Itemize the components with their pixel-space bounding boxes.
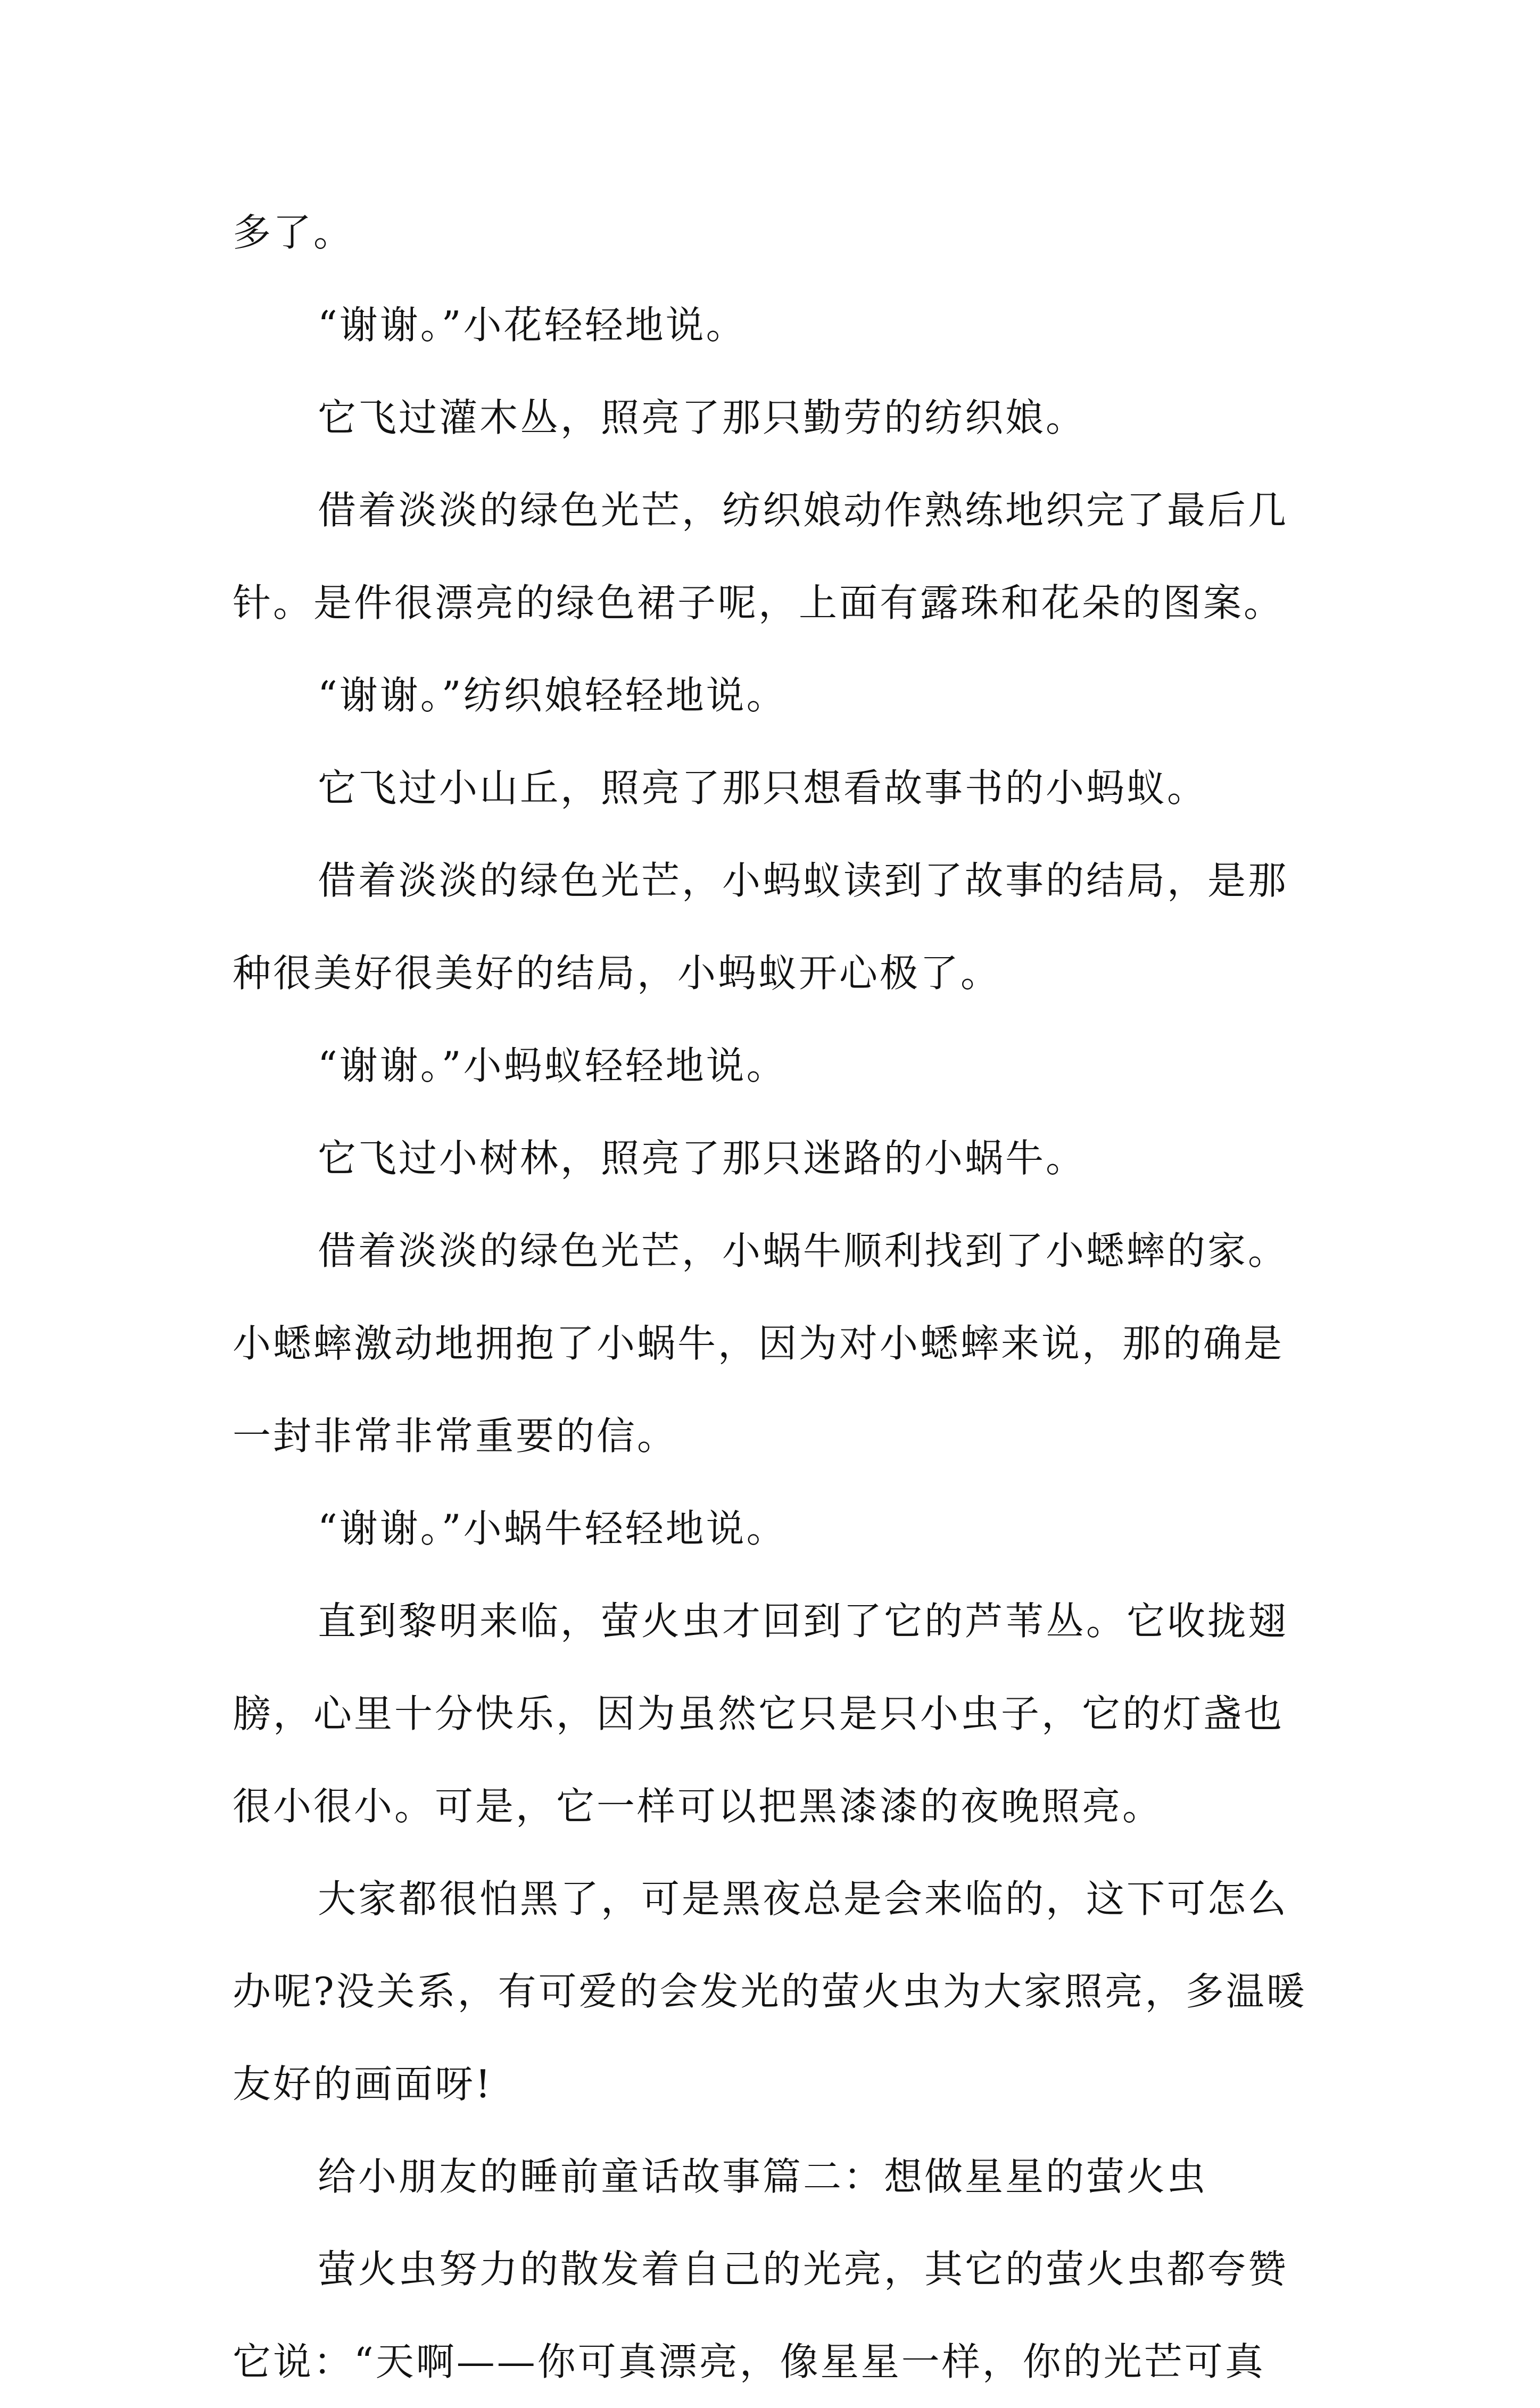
paragraph: 直到黎明来临，萤火虫才回到了它的芦苇丛。它收拢翅膀，心里十分快乐，因为虽然它只是只小虫子，它的灯盏也很小很小。可是，它一样可以把黑漆漆的夜晚照亮。 (233, 1599, 1289, 1829)
paragraph: 借着淡淡的绿色光芒，小蚂蚁读到了故事的结局，是那种很美好很美好的结局，小蚂蚁开心极了。 (233, 858, 1289, 995)
paragraph: 萤火虫努力的散发着自己的光亮，其它的萤火虫都夸赞它说：“天啊——你可真漂亮，像星星一样，你的光芒可真 (233, 2247, 1289, 2384)
paragraph: 多了。 (233, 210, 354, 255)
paragraph: 借着淡淡的绿色光芒，小蜗牛顺利找到了小蟋蟀的家。小蟋蟀激动地拥抱了小蜗牛，因为对小蟋蟀来说，那的确是一封非常非常重要的信。 (233, 1228, 1289, 1458)
paragraph: 它飞过小树林，照亮了那只迷路的小蜗牛。 (318, 1136, 1087, 1181)
paragraph: “谢谢。”纺织娘轻轻地说。 (318, 673, 787, 718)
section-heading: 给小朋友的睡前童话故事篇二：想做星星的萤火虫 (318, 2154, 1208, 2199)
paragraph: 它飞过灌木丛，照亮了那只勤劳的纺织娘。 (318, 395, 1087, 440)
paragraph: “谢谢。”小蜗牛轻轻地说。 (318, 1506, 787, 1551)
paragraph: 大家都很怕黑了，可是黑夜总是会来临的，这下可怎么办呢?没关系，有可爱的会发光的萤火虫为大家照亮，多温暖友好的画面呀! (233, 1876, 1307, 2106)
paragraph: “谢谢。”小蚂蚁轻轻地说。 (318, 1043, 787, 1088)
story-text (233, 186, 1318, 2408)
paragraph: “谢谢。”小花轻轻地说。 (318, 303, 747, 347)
paragraph: 借着淡淡的绿色光芒，纺织娘动作熟练地织完了最后几针。是件很漂亮的绿色裙子呢，上面有露珠和花朵的图案。 (233, 488, 1289, 625)
paragraph: 它飞过小山丘，照亮了那只想看故事书的小蚂蚁。 (318, 766, 1208, 810)
